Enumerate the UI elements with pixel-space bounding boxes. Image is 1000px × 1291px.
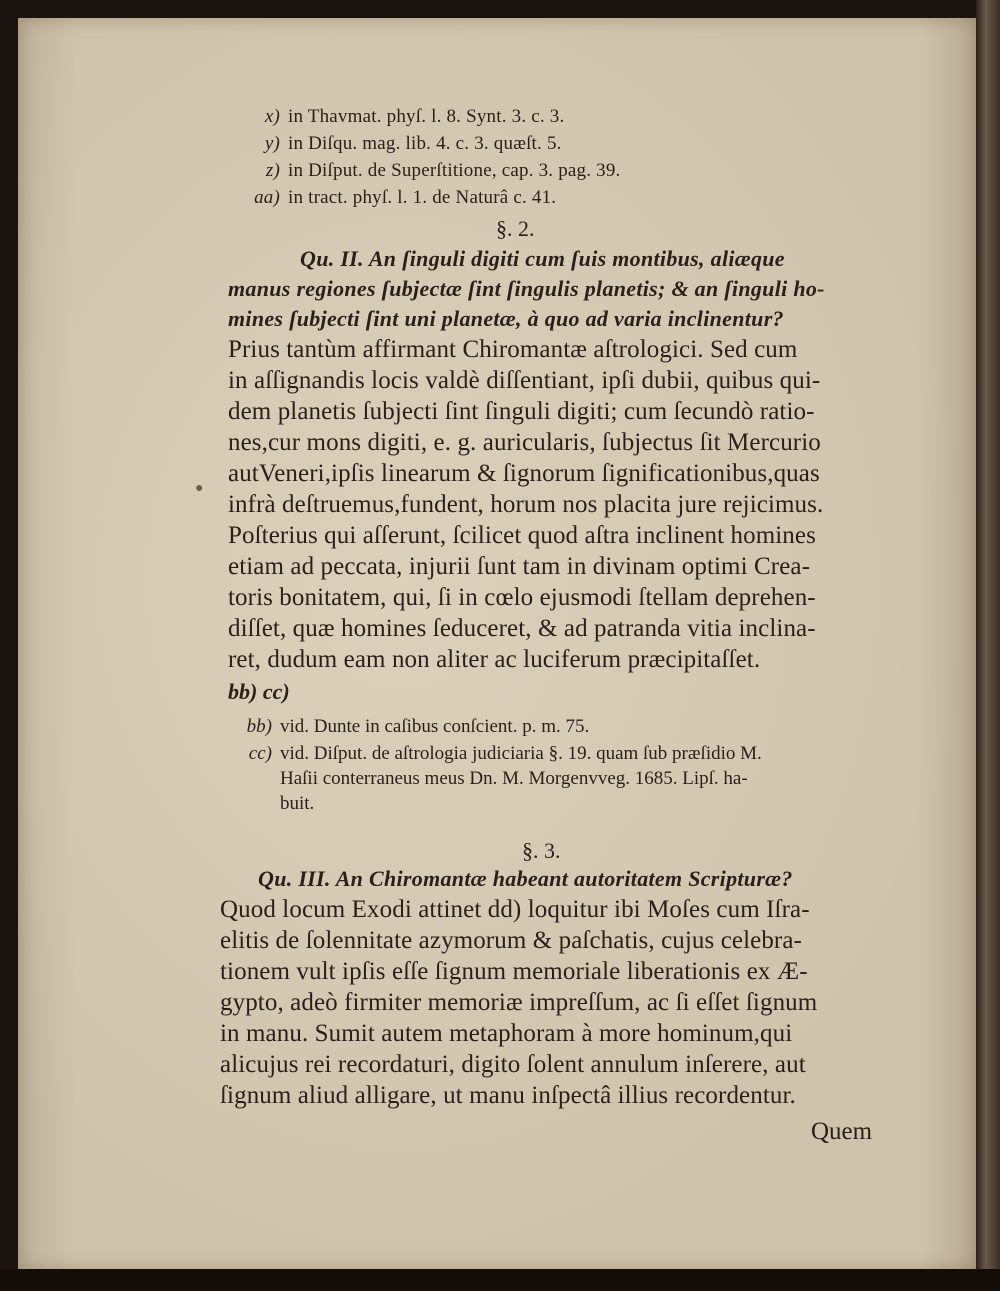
body-line: toris bonitatem, qui, ſi in cœlo ejusmodi ſtellam deprehen-	[228, 584, 816, 611]
footnote-cc-continued: Haſii conterraneus meus Dn. M. Morgenvveg. 1685. Lipſ. ha-	[280, 768, 748, 789]
body-line: autVeneri,ipſis linearum & ſignorum ſignificationibus,quas	[228, 460, 820, 487]
page-edge-bottom	[0, 1269, 1000, 1291]
footnote-label: z)	[265, 160, 280, 181]
body-line: dem planetis ſubjecti ſint ſinguli digiti; cum ſecundò ratio-	[228, 398, 815, 425]
body-line: in aſſignandis locis valdè diſſentiant, ipſi dubii, quibus qui-	[228, 367, 821, 394]
footnote-cc-continued: buit.	[280, 793, 315, 814]
question-line: Qu. II. An ſinguli digiti cum ſuis montibus, aliæque	[300, 246, 785, 271]
footnote-aa	[246, 185, 556, 211]
margin-mark: ●	[195, 481, 204, 496]
footnote-label: cc)	[248, 743, 272, 764]
footnote-label: y)	[264, 133, 280, 154]
body-line: alicujus rei recordaturi, digito ſolent annulum inſerere, aut	[220, 1051, 806, 1078]
footnote-text: in Diſqu. mag. lib. 4. c. 3. quæſt. 5.	[288, 133, 562, 154]
footnote-x	[246, 104, 564, 130]
catchword: Quem	[811, 1118, 873, 1145]
body-line: tionem vult ipſis eſſe ſignum memoriale liberationis ex Æ-	[220, 958, 808, 985]
page-text	[18, 18, 976, 1270]
body-line: gypto, adeò firmiter memoriæ impreſſum, ac ſi eſſet ſignum	[220, 989, 818, 1016]
section-number: §. 2.	[496, 216, 535, 241]
body-line: in manu. Sumit autem metaphoram à more hominum,qui	[220, 1020, 793, 1047]
body-line: Poſterius qui aſſerunt, ſcilicet quod aſtra inclinent homines	[228, 522, 816, 549]
footnote-text: in tract. phyſ. l. 1. de Naturâ c. 41.	[288, 187, 557, 208]
footnote-text: vid. Diſput. de aſtrologia judiciaria §. 19. quam ſub præſidio M.	[280, 743, 762, 764]
body-line: elitis de ſolennitate azymorum & paſchatis, cujus celebra-	[220, 927, 802, 954]
body-line: infrà deſtruemus,fundent, horum nos placita jure rejicimus.	[228, 491, 824, 518]
footnote-text: vid. Dunte in caſibus conſcient. p. m. 75.	[280, 716, 590, 737]
body-line: ret, dudum eam non aliter ac luciferum præcipitaſſet.	[228, 646, 761, 673]
footnote-cc	[236, 742, 762, 766]
footnote-z	[246, 158, 620, 184]
footnote-references: bb) cc)	[228, 679, 290, 704]
body-line: Quod locum Exodi attinet dd) loquitur ibi Moſes cum Iſra-	[220, 896, 810, 923]
footnote-y	[246, 131, 562, 157]
footnote-label: bb)	[246, 716, 272, 737]
footnote-label: x)	[264, 106, 280, 127]
body-line: Prius tantùm affirmant Chiromantæ aſtrologici. Sed cum	[228, 336, 798, 363]
footnote-text: in Thavmat. phyſ. l. 8. Synt. 3. c. 3.	[288, 106, 565, 127]
question-line: Qu. III. An Chiromantæ habeant autoritatem Scripturæ?	[258, 866, 793, 891]
footnote-label: aa)	[254, 187, 280, 208]
book-page	[18, 18, 976, 1270]
section-number: §. 3.	[522, 838, 561, 863]
body-line: ſignum aliud alligare, ut manu inſpectâ illius recordentur.	[220, 1082, 796, 1109]
body-line: nes,cur mons digiti, e. g. auricularis, ſubjectus ſit Mercurio	[228, 429, 821, 456]
question-line: mines ſubjecti ſint uni planetæ, à quo ad varia inclinentur?	[228, 306, 784, 331]
page-edge-right	[976, 0, 1000, 1291]
body-line: etiam ad peccata, injurii ſunt tam in divinam optimi Crea-	[228, 553, 811, 580]
body-line: diſſet, quæ homines ſeduceret, & ad patranda vitia inclina-	[228, 615, 816, 642]
footnote-text: in Diſput. de Superſtitione, cap. 3. pag. 39.	[288, 160, 621, 181]
question-line: manus regiones ſubjectæ ſint ſingulis planetis; & an ſinguli ho-	[228, 276, 825, 301]
footnote-bb	[236, 715, 589, 739]
